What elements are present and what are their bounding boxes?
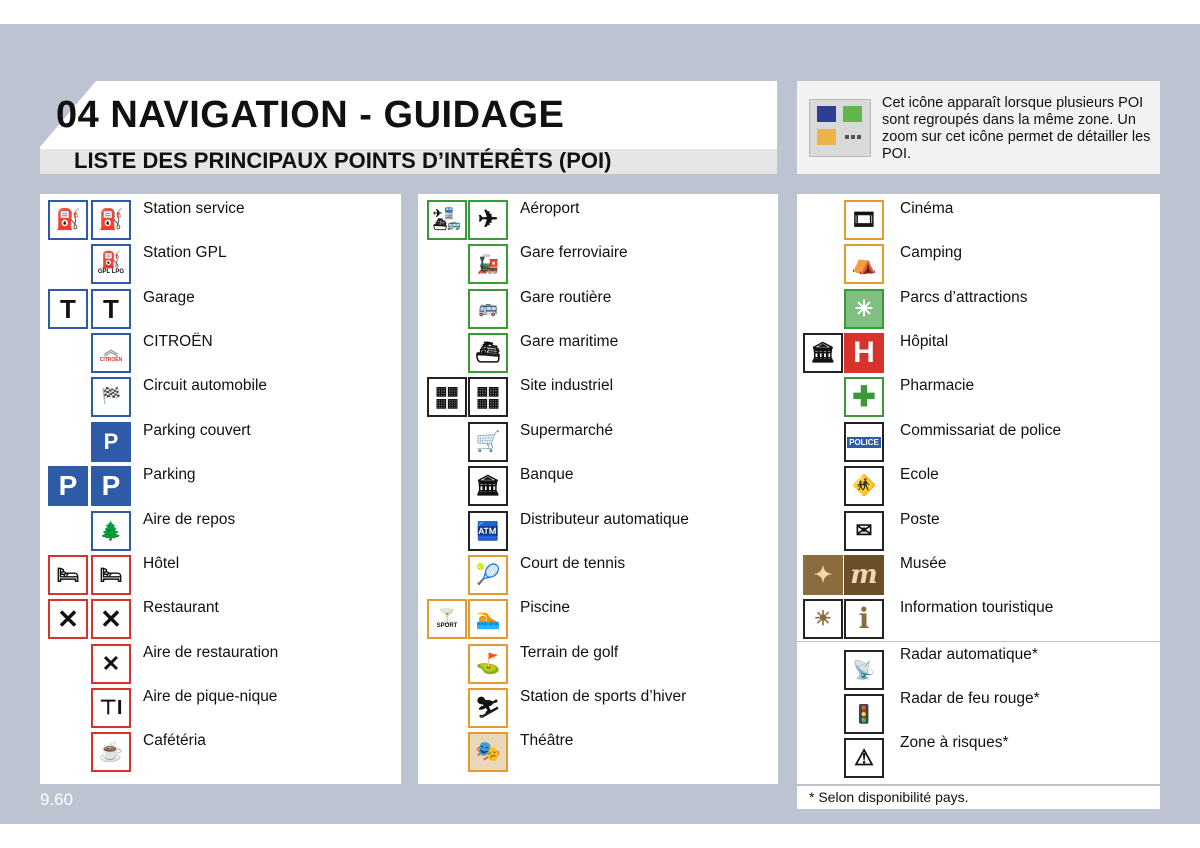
list-item — [40, 422, 401, 466]
list-item — [797, 377, 1160, 421]
poi-label: Radar de feu rouge* — [900, 690, 1040, 707]
poi-label: CITROËN — [143, 333, 213, 350]
poi-label: Aire de repos — [143, 511, 236, 528]
page-title: 04 NAVIGATION - GUIDAGE — [56, 94, 565, 136]
poi-label: Hôpital — [900, 333, 949, 350]
list-item — [797, 555, 1160, 599]
lighthouse-icon: ☀ — [803, 599, 843, 639]
envelope-icon: ✉ — [844, 511, 884, 551]
poi-column-3 — [797, 194, 1160, 641]
list-item — [797, 244, 1160, 288]
poi-label: Cinéma — [900, 200, 954, 217]
poi-column-3-radar — [797, 642, 1160, 784]
list-item — [40, 289, 401, 333]
list-item — [797, 690, 1160, 734]
poi-label: Circuit automobile — [143, 377, 268, 394]
hospital-icon: H — [844, 333, 884, 373]
fork-knife-icon: ✕ — [48, 599, 88, 639]
list-item — [418, 555, 778, 599]
list-item — [797, 333, 1160, 377]
poi-label: Pharmacie — [900, 377, 975, 394]
list-item — [797, 734, 1160, 778]
tourism-group-icon: ✦ — [803, 555, 843, 595]
list-item — [418, 732, 778, 776]
parking-icon: P — [91, 466, 131, 506]
poi-label: Information touristique — [900, 599, 1054, 616]
rest-area-icon: 🌲 — [91, 511, 131, 551]
list-item — [40, 466, 401, 510]
list-item — [418, 599, 778, 643]
list-item — [418, 289, 778, 333]
poi-label: Station de sports d’hiver — [520, 688, 687, 705]
info-i-icon: i — [844, 599, 884, 639]
industry-group-icon: ▦▦ ▦▦ — [468, 377, 508, 417]
museum-m-icon: m — [844, 555, 884, 595]
poi-label: Cafétéria — [143, 732, 206, 749]
red-light-radar-icon: 🚦 — [844, 694, 884, 734]
poi-label: Aire de pique-nique — [143, 688, 278, 705]
list-item — [40, 599, 401, 643]
grouped-poi-icon — [809, 99, 871, 157]
list-item — [418, 688, 778, 732]
list-item — [40, 688, 401, 732]
info-description: Cet icône apparaît lorsque plusieurs POI sont regroupés dans la même zone. Un zoom sur cet icône permet de détailler les POI. — [882, 95, 1151, 162]
speed-radar-icon: 📡 — [844, 650, 884, 690]
fork-knife-icon: ✕ — [91, 599, 131, 639]
poi-label: Parking couvert — [143, 422, 251, 439]
poi-label: Terrain de golf — [520, 644, 619, 661]
list-item — [40, 244, 401, 288]
list-item — [40, 200, 401, 244]
poi-label: Aire de restauration — [143, 644, 279, 661]
poi-label: Distributeur automatique — [520, 511, 689, 528]
fuel-pump-icon: ⛽ — [91, 200, 131, 240]
list-item — [418, 644, 778, 688]
sport-group-icon: 🍸 SPORT — [427, 599, 467, 639]
transport-group-icon: ✈🚆 ⛴🚌 — [427, 200, 467, 240]
poi-label: Commissariat de police — [900, 422, 1062, 439]
covered-parking-icon: P — [91, 422, 131, 462]
poi-label: Hôtel — [143, 555, 180, 572]
poi-label: Zone à risques* — [900, 734, 1009, 751]
poi-label: Station service — [143, 200, 245, 217]
list-item — [40, 644, 401, 688]
hammer-icon: T — [91, 289, 131, 329]
poi-label: Court de tennis — [520, 555, 626, 572]
industry-group-icon: ▦▦ ▦▦ — [427, 377, 467, 417]
theatre-icon: 🎭 — [468, 732, 508, 772]
pharmacy-cross-icon: ✚ — [844, 377, 884, 417]
list-item — [40, 511, 401, 555]
parking-icon: P — [48, 466, 88, 506]
page-subtitle: LISTE DES PRINCIPAUX POINTS D’INTÉRÊTS (POI) — [74, 148, 612, 173]
race-circuit-icon: 🏁 — [91, 377, 131, 417]
list-item — [40, 333, 401, 377]
list-item — [418, 422, 778, 466]
list-item — [797, 289, 1160, 333]
film-icon: 🎞 — [844, 200, 884, 240]
poi-label: Parcs d’attractions — [900, 289, 1028, 306]
swimmer-icon: 🏊 — [468, 599, 508, 639]
hammer-icon: T — [48, 289, 88, 329]
list-item — [418, 466, 778, 510]
museum-building-icon: 🏛 — [803, 333, 843, 373]
poi-label: Gare maritime — [520, 333, 619, 350]
list-item — [797, 599, 1160, 643]
picnic-table-icon: ⊤I — [91, 688, 131, 728]
list-item — [418, 511, 778, 555]
golf-icon: ⛳ — [468, 644, 508, 684]
list-item — [797, 200, 1160, 244]
poi-label: Station GPL — [143, 244, 227, 261]
train-icon: 🚂 — [468, 244, 508, 284]
skier-icon: ⛷ — [468, 688, 508, 728]
citroen-logo-icon: ︽ CITROËN — [91, 333, 131, 373]
poi-label: Restaurant — [143, 599, 219, 616]
bus-icon: 🚌 — [468, 289, 508, 329]
list-item — [40, 732, 401, 776]
poi-label: Gare ferroviaire — [520, 244, 628, 261]
bed-icon: 🛏 — [91, 555, 131, 595]
shopping-cart-icon: 🛒 — [468, 422, 508, 462]
poi-label: Gare routière — [520, 289, 612, 306]
list-item — [418, 333, 778, 377]
list-item — [418, 244, 778, 288]
poi-label: Théâtre — [520, 732, 574, 749]
ferris-wheel-icon: ✳ — [844, 289, 884, 329]
footnote: * Selon disponibilité pays. — [809, 789, 969, 805]
bed-icon: 🛏 — [48, 555, 88, 595]
poi-label: Banque — [520, 466, 574, 483]
list-item — [797, 646, 1160, 690]
list-item — [40, 377, 401, 421]
poi-label: Poste — [900, 511, 940, 528]
coffee-cup-icon: ☕ — [91, 732, 131, 772]
school-children-icon: 🚸 — [844, 466, 884, 506]
poi-label: Garage — [143, 289, 195, 306]
footnote-box — [797, 786, 1160, 809]
info-box — [797, 81, 1160, 174]
list-item — [797, 422, 1160, 466]
list-item — [418, 377, 778, 421]
poi-label: Piscine — [520, 599, 570, 616]
police-icon: POLICE — [844, 422, 884, 462]
poi-column-1 — [40, 194, 401, 784]
page-number: 9.60 — [40, 790, 74, 809]
list-item — [418, 200, 778, 244]
list-item — [797, 511, 1160, 555]
camping-icon: ⛺ — [844, 244, 884, 284]
list-item — [40, 555, 401, 599]
poi-label: Supermarché — [520, 422, 614, 439]
risk-zone-icon: ⚠ — [844, 738, 884, 778]
poi-label: Site industriel — [520, 377, 614, 394]
poi-label: Camping — [900, 244, 963, 261]
poi-label: Ecole — [900, 466, 939, 483]
poi-label: Radar automatique* — [900, 646, 1038, 663]
poi-label: Musée — [900, 555, 947, 572]
fuel-pump-icon: ⛽ — [48, 200, 88, 240]
atm-icon: 🏧 — [468, 511, 508, 551]
list-item — [797, 466, 1160, 510]
bank-icon: 🏛 — [468, 466, 508, 506]
ship-icon: ⛴ — [468, 333, 508, 373]
airplane-icon: ✈ — [468, 200, 508, 240]
tennis-icon: 🎾 — [468, 555, 508, 595]
poi-column-2 — [418, 194, 778, 784]
page-background — [0, 24, 1200, 824]
gpl-pump-icon: ⛽ GPL LPG — [91, 244, 131, 284]
poi-label: Parking — [143, 466, 196, 483]
food-area-icon: ✕ — [91, 644, 131, 684]
poi-label: Aéroport — [520, 200, 580, 217]
